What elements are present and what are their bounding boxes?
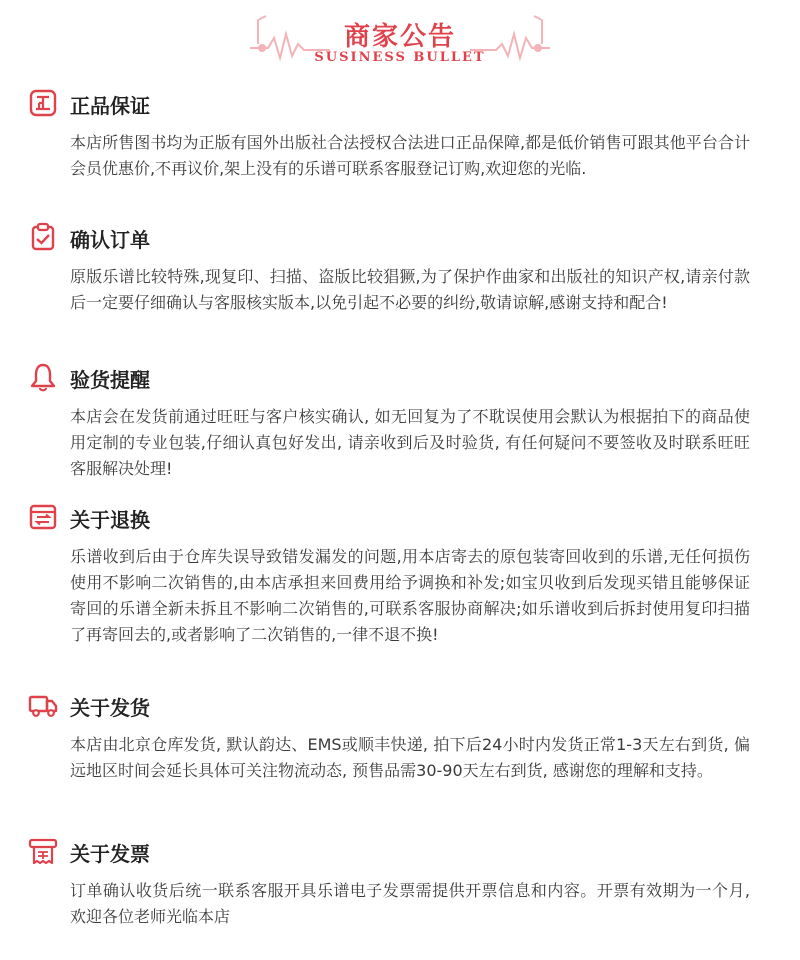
notice-header <box>0 0 800 80</box>
section-title: 关于退换 <box>70 508 150 532</box>
invoice-icon <box>28 836 58 866</box>
section-inspection-reminder <box>0 362 800 482</box>
notice-title: 商家公告 <box>343 22 456 52</box>
section-body: 本店所售图书均为正版有国外出版社合法授权合法进口正品保障,都是低价销售可跟其他平台合计会员优惠价,不再议价,架上没有的乐谱可联系客服登记订购,欢迎您的光临. <box>70 133 750 178</box>
section-title: 关于发货 <box>70 696 150 720</box>
section-genuine-guarantee <box>0 88 800 208</box>
section-body: 乐谱收到后由于仓库失误导致错发漏发的问题,用本店寄去的原包装寄回收到的乐谱,无任何损伤使用不影响二次销售的,由本店承担来回费用给予调换和补发;如宝贝收到后发现买错且能够保证寄回的乐谱全新未拆且不影响二次销售的,可联系客服协商解决;如乐谱收到后拆封使用复印扫描了再寄回去的,或者影响了二次销售的,一律不退不换! <box>70 547 750 644</box>
section-body: 本店会在发货前通过旺旺与客户核实确认, 如无回复为了不耽误使用会默认为根据拍下的商品使用定制的专业包装,仔细认真包好发出, 请亲收到后及时验货, 有任何疑问不要签收及时联系旺旺客服解决处理! <box>70 407 750 478</box>
section-shipping <box>0 690 800 810</box>
section-title: 关于发票 <box>70 842 150 866</box>
certificate-icon <box>28 88 58 118</box>
section-title: 验货提醒 <box>70 368 150 392</box>
section-confirm-order <box>0 222 800 342</box>
notice-subtitle: SUSINESS BULLET <box>314 50 486 65</box>
truck-icon <box>28 690 58 720</box>
section-invoice <box>0 836 800 936</box>
section-body: 订单确认收货后统一联系客服开具乐谱电子发票需提供开票信息和内容。开票有效期为一个月, 欢迎各位老师光临本店 <box>70 881 750 926</box>
section-title: 正品保证 <box>70 94 150 118</box>
exchange-icon <box>28 502 58 532</box>
bell-icon <box>28 362 58 392</box>
section-body: 原版乐谱比较特殊,现复印、扫描、盗版比较猖獗,为了保护作曲家和出版社的知识产权,请亲付款后一定要仔细确认与客服核实版本,以免引起不必要的纠纷,敬请谅解,感谢支持和配合! <box>70 267 750 312</box>
section-body: 本店由北京仓库发货, 默认韵达、EMS或顺丰快递, 拍下后24小时内发货正常1-3天左右到货, 偏远地区时间会延长具体可关注物流动态, 预售品需30-90天左右到货, 感谢您的理解和支持。 <box>70 735 750 780</box>
section-returns <box>0 502 800 672</box>
clipboard-check-icon <box>28 222 58 252</box>
section-title: 确认订单 <box>70 228 150 252</box>
